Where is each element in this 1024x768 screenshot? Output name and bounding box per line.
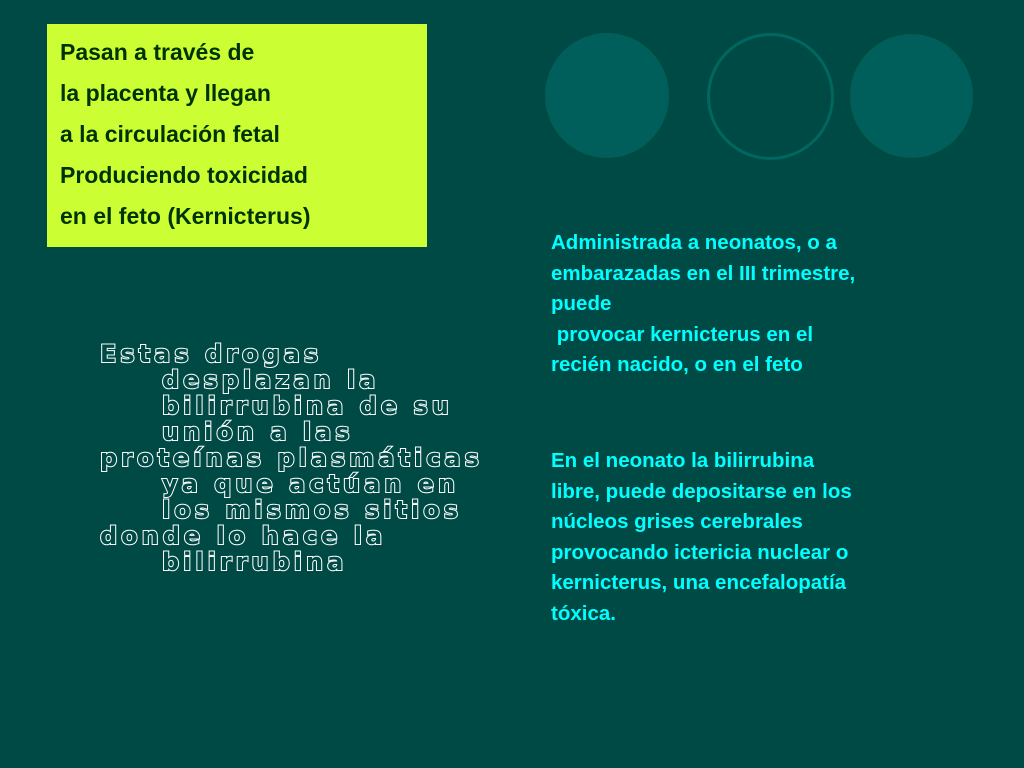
highlight-line: a la circulación fetal (60, 121, 280, 147)
main-outlined-text (100, 341, 483, 575)
main-line: desplazan la (162, 366, 380, 394)
side-line: provocando ictericia nuclear o (551, 540, 849, 564)
side-paragraph-administration (551, 228, 951, 381)
side-line: provocar kernicterus en el (551, 322, 814, 346)
decorative-circle-outline (707, 33, 834, 160)
side-line: recién nacido, o en el feto (551, 353, 803, 376)
main-line: los mismos sitios (162, 496, 462, 524)
side-line: kernicterus, una encefalopatía (551, 571, 847, 594)
highlight-line: en el feto (Kernicterus) (60, 203, 311, 229)
main-line: Estas drogas (100, 340, 323, 368)
side-line: puede (551, 292, 612, 315)
side-line: tóxica. (551, 601, 616, 625)
main-line: donde lo hace la (100, 522, 387, 550)
decorative-circle-left (545, 33, 669, 158)
main-line: ya que actúan en (162, 470, 460, 498)
main-line: bilirrubina (162, 548, 348, 576)
side-line: Administrada a neonatos, o a (551, 231, 837, 254)
side-line: embarazadas en el III trimestre, (551, 261, 856, 285)
main-line: bilirrubina de su (162, 392, 453, 420)
side-line: En el neonato la bilirrubina (551, 449, 815, 472)
decorative-circle-right (850, 34, 973, 158)
highlight-line: Produciendo toxicidad (60, 162, 308, 188)
side-line: núcleos grises cerebrales (551, 510, 803, 533)
highlight-line: la placenta y llegan (60, 80, 271, 106)
main-line: proteínas plasmáticas (100, 444, 483, 472)
highlight-box (47, 24, 427, 247)
main-line: unión a las (162, 418, 354, 446)
highlight-line: Pasan a través de (60, 39, 255, 65)
side-paragraph-neonate (551, 446, 951, 629)
side-line: libre, puede depositarse en los (551, 479, 852, 503)
